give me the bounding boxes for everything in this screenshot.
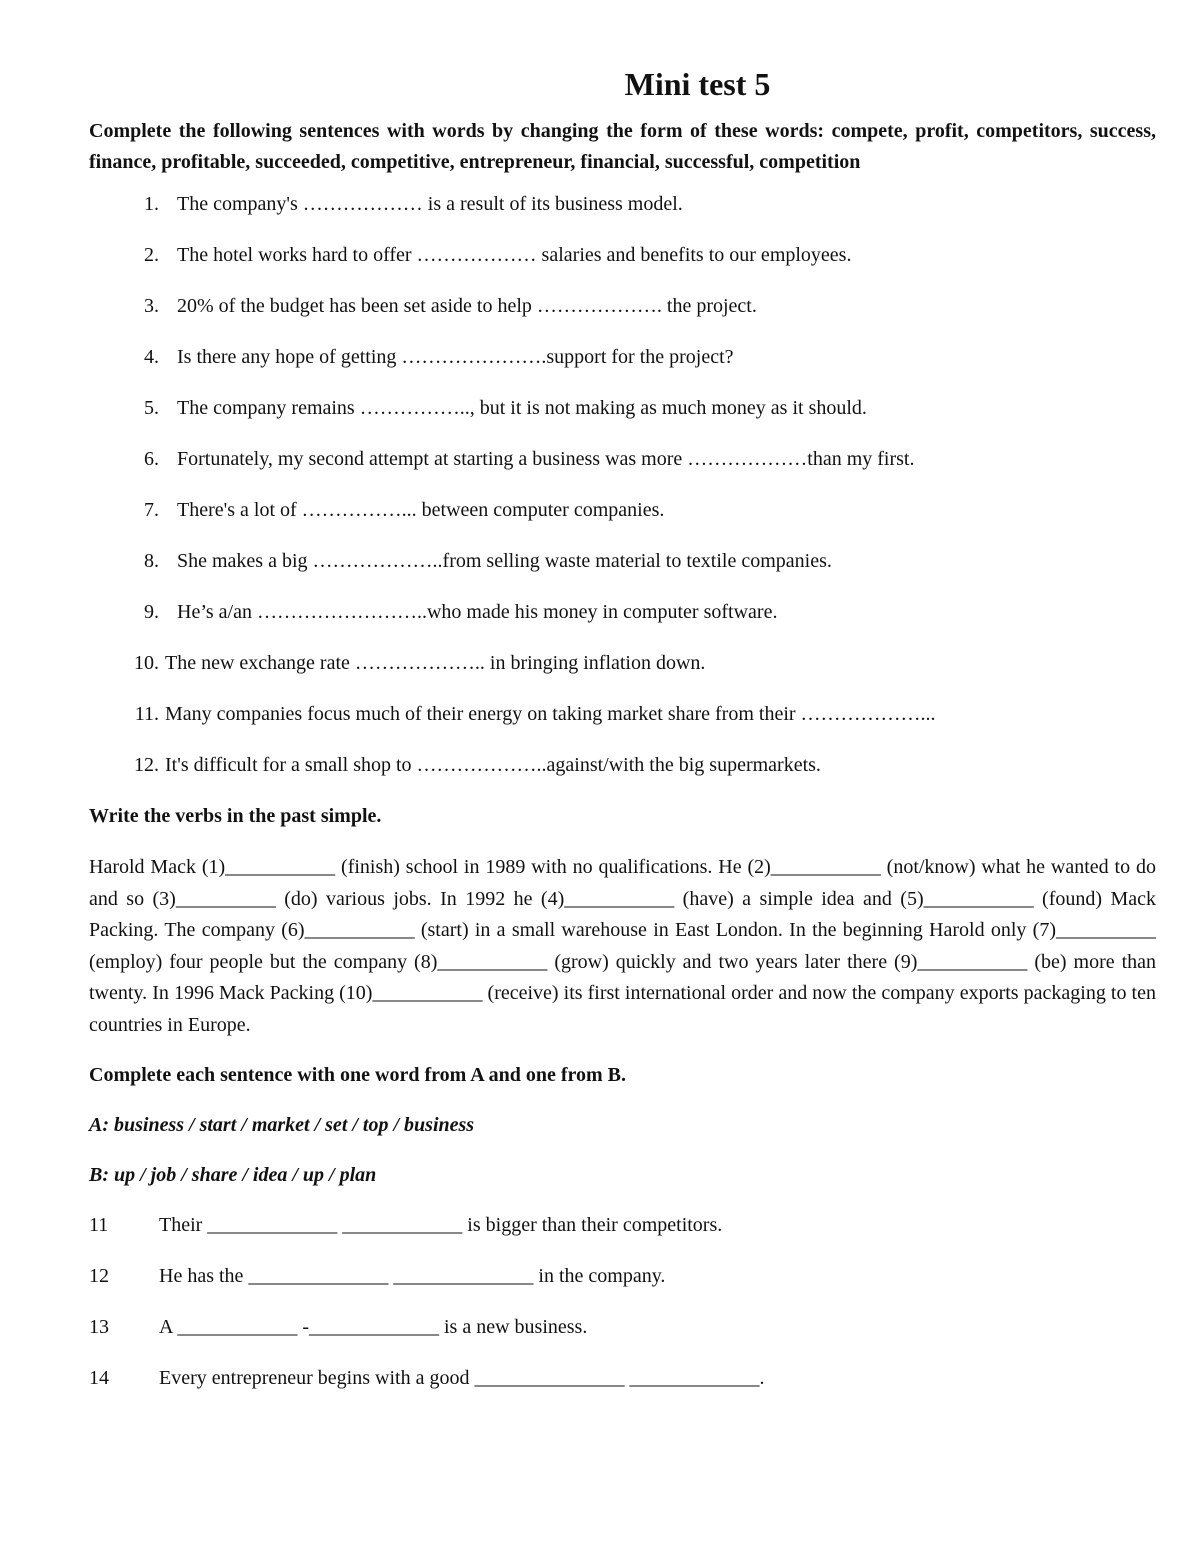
question-text: Fortunately, my second attempt at starting a business was more ………………than my first. xyxy=(177,448,915,470)
question-number: 6. xyxy=(144,448,159,470)
question-text: Many companies focus much of their energy on taking market share from their ………………... xyxy=(165,703,936,725)
question-number: 14 xyxy=(89,1367,109,1389)
question-item xyxy=(89,496,1156,547)
question-text: Every entrepreneur begins with a good _______________ _____________. xyxy=(159,1367,765,1389)
question-number: 12 xyxy=(89,1265,109,1287)
question-text: The company's ……………… is a result of its business model. xyxy=(177,193,683,215)
question-item xyxy=(89,547,1156,598)
section1-instruction: Complete the following sentences with words by changing the form of these words: compete, profit, competitors, success, finance, profitable, succeeded, competitive, entrepreneur, financial, successful, competition xyxy=(89,120,1156,173)
question-text: A ____________ -_____________ is a new business. xyxy=(159,1316,588,1338)
question-item xyxy=(89,241,1156,292)
question-number: 2. xyxy=(144,244,159,266)
question-item xyxy=(89,598,1156,649)
question-number: 5. xyxy=(144,397,159,419)
question-number: 11. xyxy=(134,703,159,725)
question-text: The company remains …………….., but it is not making as much money as it should. xyxy=(177,397,867,419)
question-number: 10. xyxy=(134,652,159,674)
question-text: It's difficult for a small shop to ………………..against/with the big supermarkets. xyxy=(165,754,821,776)
question-text: There's a lot of ……………... between computer companies. xyxy=(177,499,665,521)
question-number: 7. xyxy=(144,499,159,521)
question-text: He’s a/an ……………………..who made his money in computer software. xyxy=(177,601,778,623)
question-number: 1. xyxy=(144,193,159,215)
question-text: 20% of the budget has been set aside to help ………………. the project. xyxy=(177,295,757,317)
section1-questions xyxy=(89,190,1156,802)
page-title: Mini test 5 xyxy=(624,66,771,102)
question-text: The new exchange rate ……………….. in bringing inflation down. xyxy=(165,652,706,674)
question-item xyxy=(89,190,1156,241)
question-number: 9. xyxy=(144,601,159,623)
question-item xyxy=(89,292,1156,343)
question-item xyxy=(89,343,1156,394)
section2-paragraph: Harold Mack (1)___________ (finish) school in 1989 with no qualifications. He (2)___________ (not/know) what he wanted to do and so (3)__________ (do) various jobs. In 1992 he (4)___________ (have) a simple idea and (5)___________ (found) Mack Packing. The company (6)___________ (start) in a small warehouse in East London. In the beginning Harold only (7)__________ (employ) four people but the company (8)___________ (grow) quickly and two years later there (9)___________ (be) more than twenty. In 1996 Mack Packing (10)___________ (receive) its first international order and now the company exports packaging to ten countries in Europe. xyxy=(89,856,1156,1036)
question-number: 4. xyxy=(144,346,159,368)
question-text: Is there any hope of getting ………………….support for the project? xyxy=(177,346,734,368)
question-item xyxy=(89,445,1156,496)
question-item xyxy=(89,394,1156,445)
question-text: Their _____________ ____________ is bigger than their competitors. xyxy=(159,1214,723,1236)
question-number: 8. xyxy=(144,550,159,572)
section3-questions xyxy=(89,1211,1156,1415)
question-text: She makes a big ………………..from selling waste material to textile companies. xyxy=(177,550,832,572)
section2-instruction: Write the verbs in the past simple. xyxy=(89,805,382,827)
question-text: He has the ______________ ______________ in the company. xyxy=(159,1265,666,1287)
question-number: 13 xyxy=(89,1316,109,1338)
worksheet-page xyxy=(89,60,1156,1415)
question-number: 12. xyxy=(134,754,159,776)
question-item xyxy=(89,751,1156,802)
question-item xyxy=(89,700,1156,751)
question-text: The hotel works hard to offer ……………… salaries and benefits to our employees. xyxy=(177,244,852,266)
question-number: 3. xyxy=(144,295,159,317)
section3-instruction: Complete each sentence with one word from A and one from B. xyxy=(89,1064,626,1086)
question-item xyxy=(89,1364,1156,1415)
question-item xyxy=(89,1313,1156,1364)
question-number: 11 xyxy=(89,1214,109,1236)
question-item xyxy=(89,1211,1156,1262)
word-list-b: B: up / job / share / idea / up / plan xyxy=(89,1164,377,1186)
question-item xyxy=(89,1262,1156,1313)
question-item xyxy=(89,649,1156,700)
word-list-a: A: business / start / market / set / top / business xyxy=(89,1114,475,1136)
